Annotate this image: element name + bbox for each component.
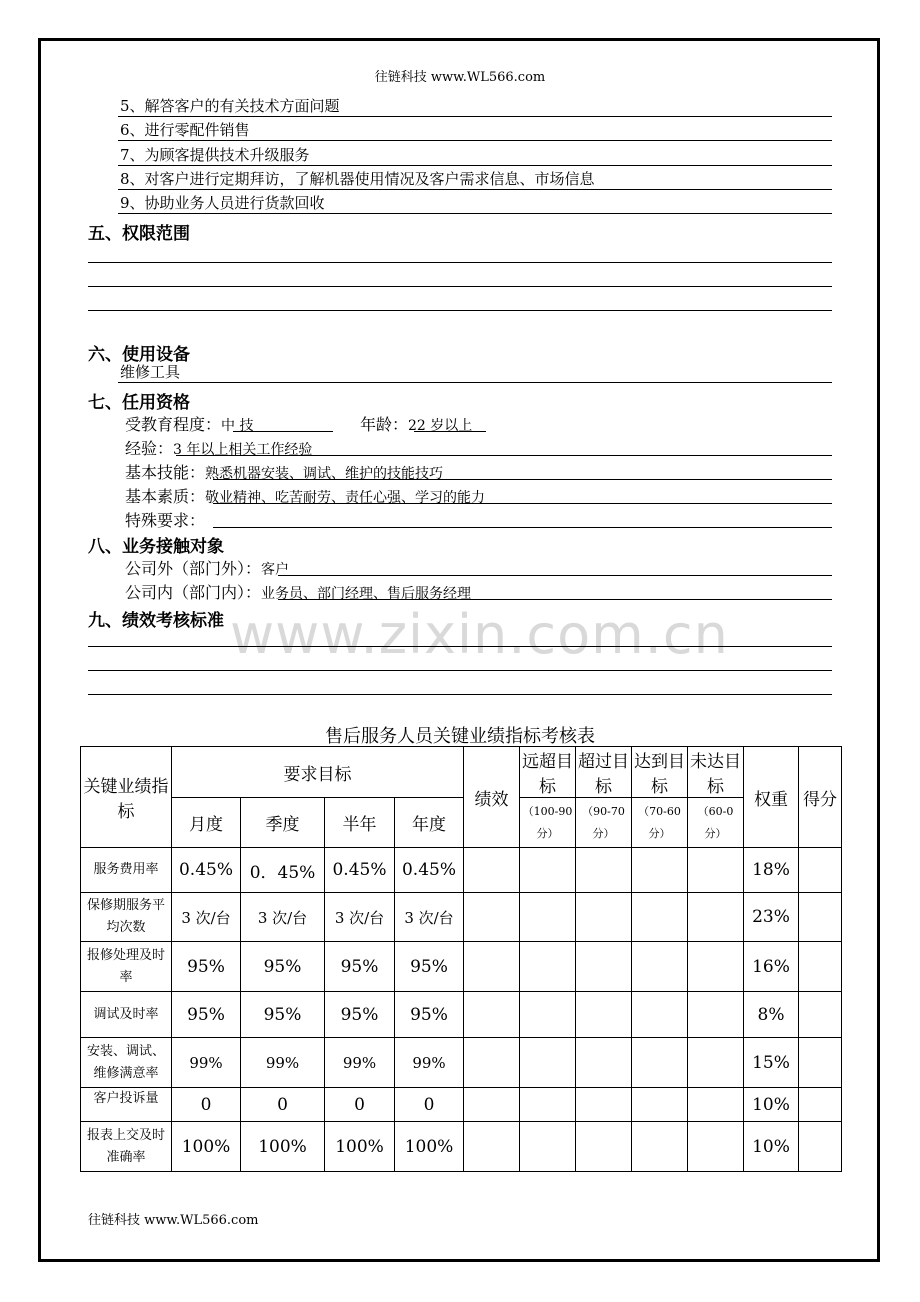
blank-line — [88, 646, 832, 647]
header-month: 月度 — [172, 798, 241, 848]
kpi-table-title: 售后服务人员关键业绩指标考核表 — [325, 726, 595, 747]
miss-cell[interactable] — [688, 992, 744, 1038]
reach-cell[interactable] — [632, 1088, 688, 1122]
table-row — [81, 992, 842, 1038]
target-month: 99% — [172, 1038, 241, 1088]
target-month: 0 — [172, 1088, 241, 1122]
header-performance: 绩效 — [464, 747, 520, 848]
performance-cell[interactable] — [464, 942, 520, 992]
inside-contact-value: 业务员、部门经理、售后服务经理 — [261, 586, 472, 602]
section-qualification-heading: 七、任用资格 — [88, 393, 190, 413]
age-underline — [414, 431, 486, 432]
header-exceed-range: （90-70 分） — [576, 798, 632, 848]
far-exceed-cell[interactable] — [520, 1122, 576, 1172]
table-row — [81, 1088, 842, 1122]
kpi-name: 服务费用率 — [81, 848, 172, 893]
quality-label: 基本素质： — [125, 487, 206, 506]
header-weight: 权重 — [744, 747, 799, 848]
duty-text: 6、进行零配件销售 — [120, 121, 250, 139]
header-watermark: 往链科技 www.WL566.com — [374, 70, 546, 85]
target-year: 0.45% — [395, 848, 464, 893]
section-authority-heading: 五、权限范围 — [88, 224, 190, 244]
target-month: 95% — [172, 992, 241, 1038]
target-year: 100% — [395, 1122, 464, 1172]
target-quarter: 95% — [241, 992, 325, 1038]
outside-contact-value: 客户 — [261, 562, 290, 578]
target-half-year: 100% — [325, 1122, 395, 1172]
miss-cell[interactable] — [688, 1122, 744, 1172]
exceed-cell[interactable] — [576, 848, 632, 893]
duty-text: 7、为顾客提供技术升级服务 — [120, 146, 310, 164]
outside-contact-field — [125, 556, 289, 579]
miss-cell[interactable] — [688, 848, 744, 893]
reach-cell[interactable] — [632, 942, 688, 992]
exceed-cell[interactable] — [576, 942, 632, 992]
section-contacts-heading: 八、业务接触对象 — [88, 537, 224, 557]
score-cell[interactable] — [799, 848, 842, 893]
target-month: 100% — [172, 1122, 241, 1172]
age-value: 22 岁以上 — [408, 418, 473, 434]
exceed-cell[interactable] — [576, 992, 632, 1038]
blank-line — [88, 262, 832, 263]
skills-value: 熟悉机器安装、调试、维护的技能技巧 — [205, 466, 444, 482]
inside-contact-underline — [278, 599, 832, 600]
center-watermark: www.zixin.com.cn — [230, 603, 729, 666]
target-half-year: 99% — [325, 1038, 395, 1088]
score-cell[interactable] — [799, 1122, 842, 1172]
target-month: 95% — [172, 942, 241, 992]
target-quarter: 100% — [241, 1122, 325, 1172]
target-year: 3 次/台 — [395, 893, 464, 942]
far-exceed-cell[interactable] — [520, 942, 576, 992]
far-exceed-cell[interactable] — [520, 992, 576, 1038]
far-exceed-cell[interactable] — [520, 893, 576, 942]
duty-item — [118, 95, 832, 117]
target-year: 95% — [395, 942, 464, 992]
target-half-year: 0.45% — [325, 848, 395, 893]
score-cell[interactable] — [799, 992, 842, 1038]
blank-line — [88, 694, 832, 695]
kpi-name: 保修期服务平均次数 — [81, 893, 172, 942]
header-exceed: 超过目标 — [576, 747, 632, 798]
weight-cell: 23% — [744, 893, 799, 942]
miss-cell[interactable] — [688, 893, 744, 942]
table-row — [81, 1122, 842, 1172]
special-underline — [213, 527, 832, 528]
target-quarter: 99% — [241, 1038, 325, 1088]
target-half-year: 3 次/台 — [325, 893, 395, 942]
skills-label: 基本技能： — [125, 463, 206, 482]
header-kpi: 关键业绩指标 — [81, 747, 172, 848]
reach-cell[interactable] — [632, 848, 688, 893]
education-value: 中 技 — [221, 418, 254, 434]
score-cell[interactable] — [799, 893, 842, 942]
outside-contact-label: 公司外（部门外）： — [125, 559, 262, 578]
duty-text: 5、解答客户的有关技术方面问题 — [120, 97, 340, 115]
performance-cell[interactable] — [464, 1122, 520, 1172]
score-cell[interactable] — [799, 1088, 842, 1122]
header-target: 要求目标 — [172, 747, 464, 798]
duty-text: 9、协助业务人员进行货款回收 — [120, 194, 325, 212]
weight-cell: 18% — [744, 848, 799, 893]
target-quarter: 95% — [241, 942, 325, 992]
header-year: 年度 — [395, 798, 464, 848]
far-exceed-cell[interactable] — [520, 1038, 576, 1088]
performance-cell[interactable] — [464, 848, 520, 893]
table-row — [81, 848, 842, 893]
performance-cell[interactable] — [464, 893, 520, 942]
header-reach: 达到目标 — [632, 747, 688, 798]
header-miss-range: （60-0 分） — [688, 798, 744, 848]
kpi-name: 报修处理及时率 — [81, 942, 172, 992]
far-exceed-cell[interactable] — [520, 1088, 576, 1122]
target-quarter: 0 — [241, 1088, 325, 1122]
equipment-value: 维修工具 — [120, 363, 181, 381]
exceed-cell[interactable] — [576, 1122, 632, 1172]
education-underline — [233, 431, 333, 432]
header-quarter: 季度 — [241, 798, 325, 848]
experience-value: 3 年以上相关工作经验 — [173, 442, 313, 458]
miss-cell[interactable] — [688, 1088, 744, 1122]
weight-cell: 8% — [744, 992, 799, 1038]
skills-underline — [213, 479, 832, 480]
blank-line — [88, 286, 832, 287]
weight-cell: 15% — [744, 1038, 799, 1088]
performance-cell[interactable] — [464, 1088, 520, 1122]
reach-cell[interactable] — [632, 893, 688, 942]
score-cell[interactable] — [799, 1038, 842, 1088]
kpi-name: 调试及时率 — [81, 992, 172, 1038]
exceed-cell[interactable] — [576, 893, 632, 942]
kpi-name: 客户投诉量 — [81, 1088, 172, 1122]
reach-cell[interactable] — [632, 992, 688, 1038]
duty-item — [118, 192, 832, 214]
header-half-year: 半年 — [325, 798, 395, 848]
target-quarter: 3 次/台 — [241, 893, 325, 942]
quality-value: 敬业精神、吃苦耐劳、责任心强、学习的能力 — [205, 490, 486, 506]
header-far-exceed-range: （100-90 分） — [520, 798, 576, 848]
quality-underline — [213, 503, 832, 504]
exceed-cell[interactable] — [576, 1038, 632, 1088]
table-row — [81, 893, 842, 942]
duty-item — [118, 119, 832, 141]
target-year: 95% — [395, 992, 464, 1038]
target-half-year: 0 — [325, 1088, 395, 1122]
inside-contact-label: 公司内（部门内）： — [125, 583, 262, 602]
target-year: 99% — [395, 1038, 464, 1088]
weight-cell: 10% — [744, 1088, 799, 1122]
target-month: 3 次/台 — [172, 893, 241, 942]
reach-cell[interactable] — [632, 1038, 688, 1088]
target-month: 0.45% — [172, 848, 241, 893]
blank-line — [88, 310, 832, 311]
weight-cell: 10% — [744, 1122, 799, 1172]
duty-item — [118, 168, 832, 190]
age-label: 年龄： — [360, 415, 409, 434]
header-reach-range: （70-60 分） — [632, 798, 688, 848]
weight-cell: 16% — [744, 942, 799, 992]
blank-line — [88, 670, 832, 671]
exceed-cell[interactable] — [576, 1088, 632, 1122]
section-equipment-heading: 六、使用设备 — [88, 345, 190, 365]
special-label: 特殊要求： — [125, 511, 206, 530]
duty-item — [118, 144, 832, 166]
table-row — [81, 942, 842, 992]
footer-watermark: 往链科技 www.WL566.com — [88, 1213, 259, 1228]
miss-cell[interactable] — [688, 942, 744, 992]
special-field — [125, 508, 205, 531]
kpi-table — [80, 746, 842, 1172]
kpi-name: 报表上交及时准确率 — [81, 1122, 172, 1172]
miss-cell[interactable] — [688, 1038, 744, 1088]
score-cell[interactable] — [799, 942, 842, 992]
experience-underline — [176, 455, 832, 456]
far-exceed-cell[interactable] — [520, 848, 576, 893]
performance-cell[interactable] — [464, 1038, 520, 1088]
header-far-exceed: 远超目标 — [520, 747, 576, 798]
table-row — [81, 1038, 842, 1088]
header-score: 得分 — [799, 747, 842, 848]
education-label: 受教育程度： — [125, 415, 222, 434]
performance-cell[interactable] — [464, 992, 520, 1038]
header-miss: 未达目标 — [688, 747, 744, 798]
duty-text: 8、对客户进行定期拜访，了解机器使用情况及客户需求信息、市场信息 — [120, 170, 595, 188]
kpi-name: 安装、调试、维修满意率 — [81, 1038, 172, 1088]
target-quarter: 0．45% — [241, 848, 325, 893]
target-year: 0 — [395, 1088, 464, 1122]
reach-cell[interactable] — [632, 1122, 688, 1172]
experience-label: 经验： — [125, 439, 174, 458]
equipment-row — [118, 361, 832, 383]
target-half-year: 95% — [325, 942, 395, 992]
section-performance-heading: 九、绩效考核标准 — [88, 611, 224, 631]
outside-contact-underline — [278, 575, 832, 576]
target-half-year: 95% — [325, 992, 395, 1038]
